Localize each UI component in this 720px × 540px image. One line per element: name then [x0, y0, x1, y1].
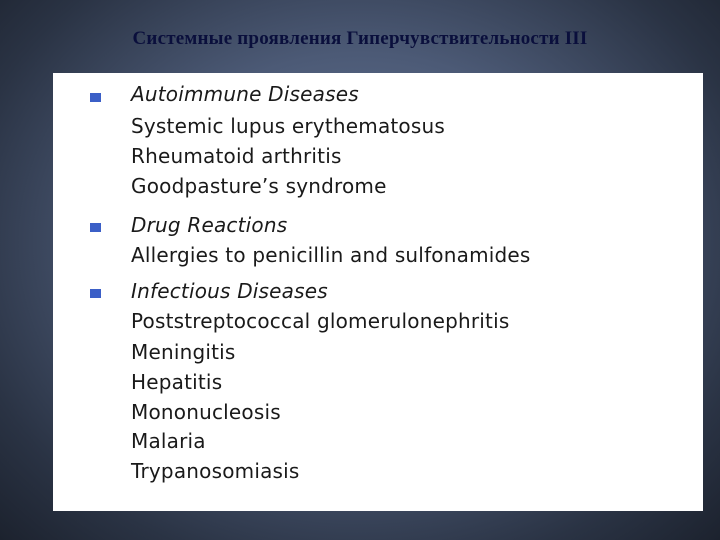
- list-item: Trypanosomiasis: [131, 459, 300, 483]
- bullet-square: [90, 289, 101, 298]
- bullet-square: [90, 223, 101, 232]
- list-item: Hepatitis: [131, 370, 223, 394]
- list-item: Systemic lupus erythematosus: [131, 114, 445, 138]
- section-heading: Infectious Diseases: [131, 279, 328, 303]
- bullet-square: [90, 93, 101, 102]
- slide-title: Системные проявления Гиперчувствительности III: [132, 28, 588, 49]
- list-item: Poststreptococcal glomerulonephritis: [131, 309, 510, 333]
- list-item: Meningitis: [131, 340, 236, 364]
- list-item: Malaria: [131, 429, 206, 453]
- list-item: Allergies to penicillin and sulfonamides: [131, 243, 531, 267]
- list-item: Mononucleosis: [131, 400, 281, 424]
- section-heading: Autoimmune Diseases: [131, 82, 359, 106]
- section-heading: Drug Reactions: [131, 213, 288, 237]
- list-item: Goodpasture’s syndrome: [131, 174, 387, 198]
- list-item: Rheumatoid arthritis: [131, 144, 342, 168]
- content-panel: [53, 73, 703, 511]
